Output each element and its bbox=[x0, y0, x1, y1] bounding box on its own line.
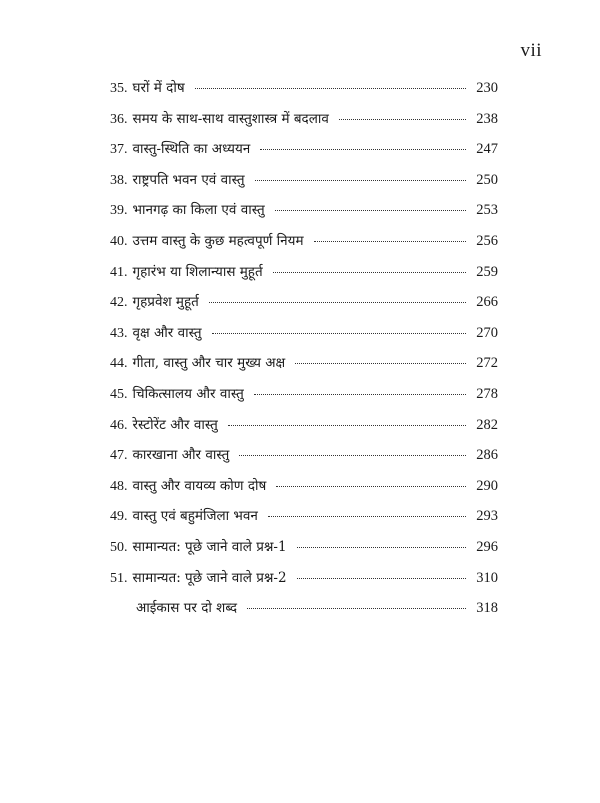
toc-entry bbox=[110, 197, 498, 228]
toc-entry-page: 259 bbox=[476, 263, 498, 280]
toc-entry-page: 256 bbox=[476, 232, 498, 249]
dot-leader bbox=[297, 578, 466, 579]
toc-entry-number: 45. bbox=[110, 386, 128, 402]
toc-entry-page: 318 bbox=[476, 600, 498, 617]
dot-leader bbox=[273, 272, 466, 273]
dot-leader bbox=[247, 608, 466, 609]
toc-entry-title: आईकास पर दो शब्द bbox=[136, 600, 237, 617]
toc-entry bbox=[110, 289, 498, 320]
dot-leader bbox=[239, 455, 466, 456]
toc-entry bbox=[110, 412, 498, 443]
toc-entry bbox=[110, 350, 498, 381]
toc-entry bbox=[110, 381, 498, 412]
toc-entry-page: 290 bbox=[476, 477, 498, 494]
dot-leader bbox=[260, 149, 466, 150]
dot-leader bbox=[195, 88, 466, 89]
toc-entry-number: 39. bbox=[110, 203, 128, 219]
toc-entry bbox=[110, 595, 498, 626]
dot-leader bbox=[209, 302, 466, 303]
toc-entry-page: 238 bbox=[476, 110, 498, 127]
toc-entry-page: 296 bbox=[476, 538, 498, 555]
dot-leader bbox=[275, 210, 466, 211]
toc-entry-number: 46. bbox=[110, 417, 128, 433]
toc-entry-title: वृक्ष और वास्तु bbox=[132, 324, 202, 341]
toc-entry-page: 270 bbox=[476, 324, 498, 341]
toc-entry bbox=[110, 320, 498, 351]
toc-entry-title: कारखाना और वास्तु bbox=[132, 447, 230, 464]
toc-entry-number: 48. bbox=[110, 478, 128, 494]
toc-entry-number: 40. bbox=[110, 233, 128, 249]
toc-entry-number: 36. bbox=[110, 111, 128, 127]
toc-entry bbox=[110, 473, 498, 504]
toc-entry-title: उत्तम वास्तु के कुछ महत्वपूर्ण नियम bbox=[132, 232, 304, 249]
toc-entry-title: गृहप्रवेश मुहूर्त bbox=[132, 294, 199, 311]
toc-entry-number: 50. bbox=[110, 539, 128, 555]
dot-leader bbox=[255, 180, 466, 181]
toc-entry-number: 35. bbox=[110, 81, 128, 96]
dot-leader bbox=[228, 425, 466, 426]
toc-entry-page: 230 bbox=[476, 80, 498, 96]
dot-leader bbox=[276, 486, 466, 487]
toc-entry-page: 250 bbox=[476, 171, 498, 188]
dot-leader bbox=[295, 363, 466, 364]
toc-entry-page: 286 bbox=[476, 447, 498, 464]
toc-entry bbox=[110, 106, 498, 137]
dot-leader bbox=[297, 547, 466, 548]
toc-entry-page: 272 bbox=[476, 355, 498, 372]
toc-entry-number: 42. bbox=[110, 295, 128, 311]
toc-entry bbox=[110, 565, 498, 596]
dot-leader bbox=[254, 394, 466, 395]
toc-entry-title: भानगढ़ का किला एवं वास्तु bbox=[132, 202, 265, 219]
toc-entry bbox=[110, 259, 498, 290]
toc-entry-title: राष्ट्रपति भवन एवं वास्तु bbox=[132, 171, 245, 188]
toc-entry bbox=[110, 75, 498, 106]
toc-entry bbox=[110, 503, 498, 534]
toc-entry bbox=[110, 167, 498, 198]
dot-leader bbox=[212, 333, 466, 334]
toc-entry-page: 282 bbox=[476, 416, 498, 433]
toc-entry-number: 47. bbox=[110, 448, 128, 464]
toc-entry-page: 278 bbox=[476, 385, 498, 402]
toc-entry-number: 51. bbox=[110, 570, 128, 586]
toc-entry-page: 310 bbox=[476, 569, 498, 586]
toc-entry bbox=[110, 442, 498, 473]
toc-entry-page: 293 bbox=[476, 508, 498, 525]
toc-entry-title: वास्तु-स्थिति का अध्ययन bbox=[132, 141, 251, 158]
dot-leader bbox=[314, 241, 466, 242]
toc-entry-title: रेस्टोरेंट और वास्तु bbox=[132, 416, 218, 433]
dot-leader bbox=[339, 119, 466, 120]
toc-entry-title: घरों में दोष bbox=[132, 80, 185, 96]
toc-entry bbox=[110, 228, 498, 259]
toc-entry-title: गृहारंभ या शिलान्यास मुहूर्त bbox=[132, 263, 263, 280]
toc-entry-number: 44. bbox=[110, 356, 128, 372]
toc-entry-title: वास्तु और वायव्य कोण दोष bbox=[132, 477, 267, 494]
page-number: vii bbox=[520, 40, 542, 61]
toc-entry-number: 37. bbox=[110, 142, 128, 158]
toc-entry-number: 41. bbox=[110, 264, 128, 280]
toc-entry-page: 266 bbox=[476, 294, 498, 311]
toc-entry-title: चिकित्सालय और वास्तु bbox=[132, 385, 244, 402]
toc-entry-title: गीता, वास्तु और चार मुख्य अक्ष bbox=[132, 355, 286, 372]
dot-leader bbox=[268, 516, 466, 517]
toc-entry-title: सामान्यत: पूछे जाने वाले प्रश्न-1 bbox=[132, 538, 287, 555]
toc-entry-number: 43. bbox=[110, 325, 128, 341]
table-of-contents bbox=[110, 75, 498, 626]
toc-entry-page: 253 bbox=[476, 202, 498, 219]
toc-entry-number: 49. bbox=[110, 509, 128, 525]
toc-entry bbox=[110, 534, 498, 565]
toc-entry-page: 247 bbox=[476, 141, 498, 158]
toc-entry-title: समय के साथ-साथ वास्तुशास्त्र में बदलाव bbox=[132, 110, 329, 127]
toc-entry bbox=[110, 136, 498, 167]
toc-entry-title: सामान्यत: पूछे जाने वाले प्रश्न-2 bbox=[132, 569, 287, 586]
toc-entry-number: 38. bbox=[110, 172, 128, 188]
toc-entry-title: वास्तु एवं बहुमंजिला भवन bbox=[132, 508, 258, 525]
